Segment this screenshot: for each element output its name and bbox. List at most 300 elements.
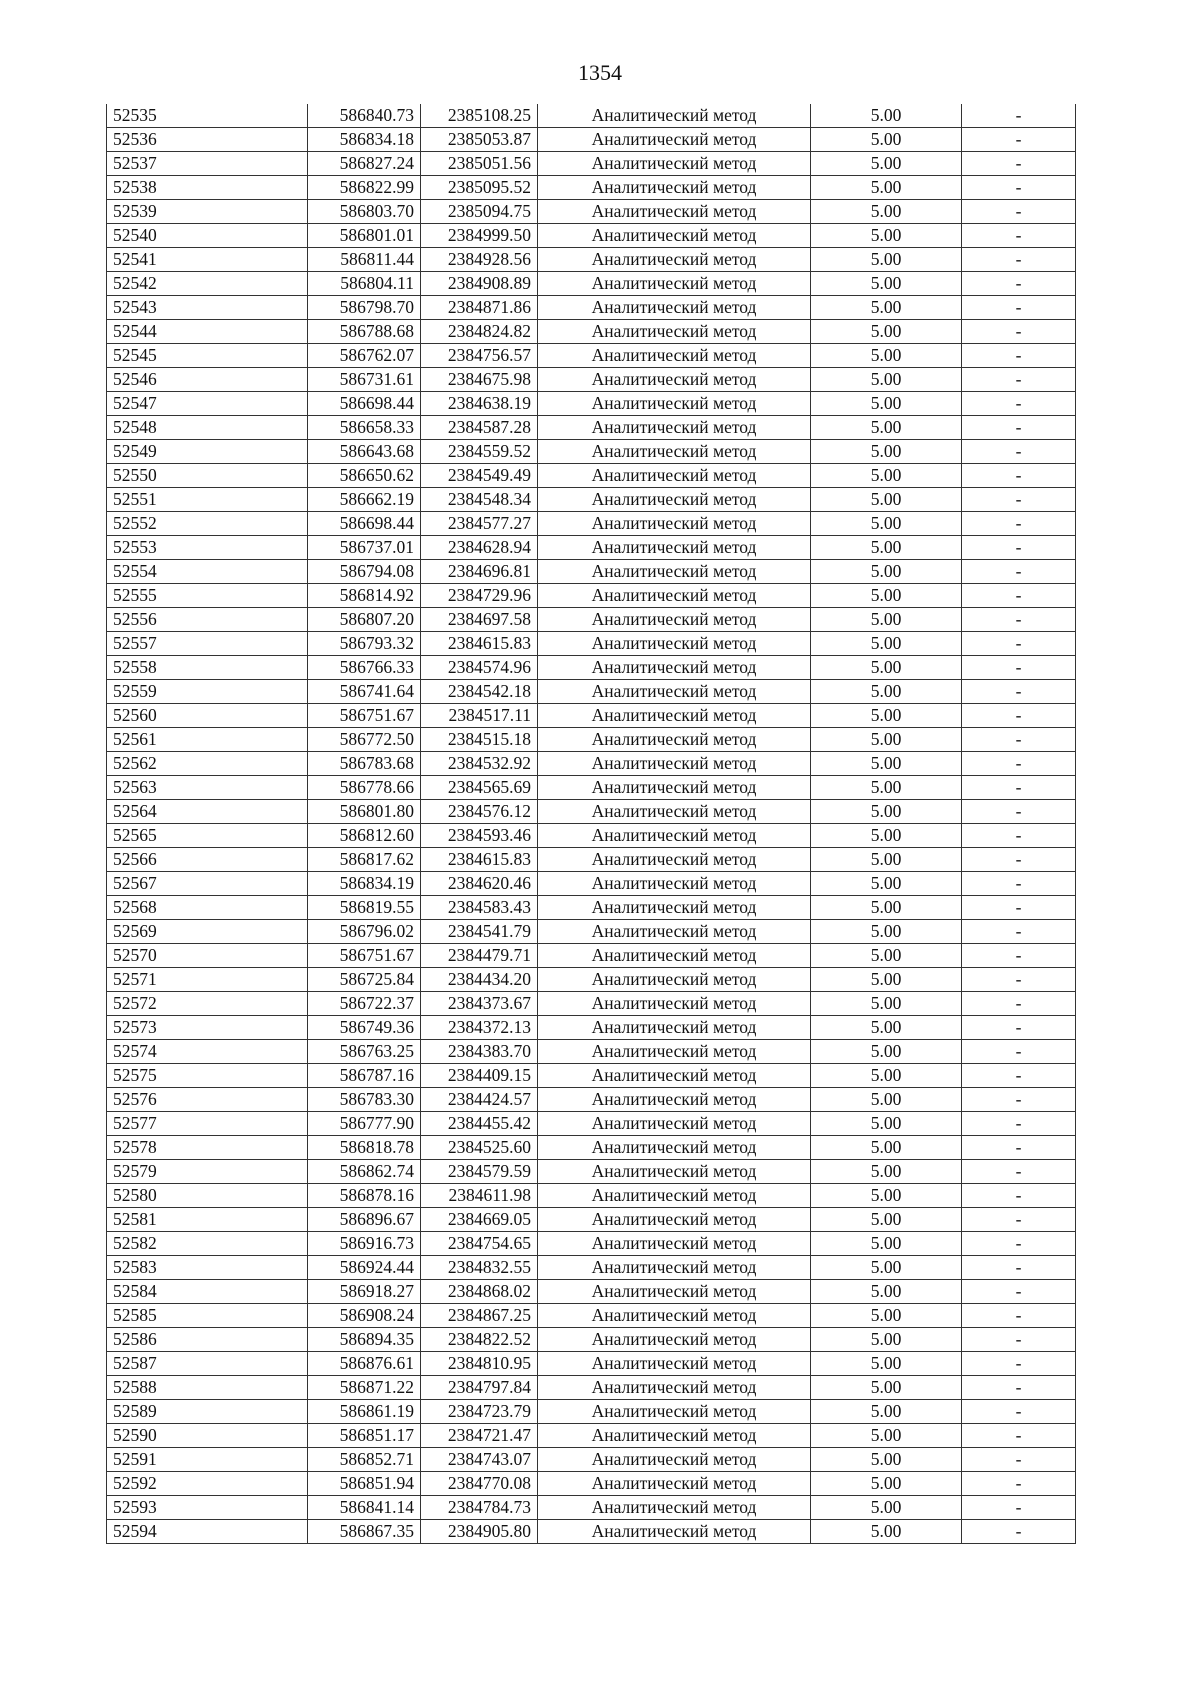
note-cell: - <box>962 872 1076 896</box>
x-coordinate-cell: 586918.27 <box>308 1280 421 1304</box>
accuracy-cell: 5.00 <box>811 728 962 752</box>
method-cell: Аналитический метод <box>538 1088 811 1112</box>
note-cell: - <box>962 536 1076 560</box>
x-coordinate-cell: 586894.35 <box>308 1328 421 1352</box>
table-row <box>107 1160 1076 1184</box>
y-coordinate-cell: 2384577.27 <box>421 512 538 536</box>
table-row <box>107 176 1076 200</box>
table-row <box>107 560 1076 584</box>
y-coordinate-cell: 2385051.56 <box>421 152 538 176</box>
x-coordinate-cell: 586788.68 <box>308 320 421 344</box>
method-cell: Аналитический метод <box>538 1016 811 1040</box>
x-coordinate-cell: 586867.35 <box>308 1520 421 1544</box>
method-cell: Аналитический метод <box>538 1112 811 1136</box>
y-coordinate-cell: 2384696.81 <box>421 560 538 584</box>
point-id-cell: 52544 <box>107 320 308 344</box>
point-id-cell: 52566 <box>107 848 308 872</box>
point-id-cell: 52571 <box>107 968 308 992</box>
note-cell: - <box>962 1064 1076 1088</box>
x-coordinate-cell: 586834.19 <box>308 872 421 896</box>
point-id-cell: 52560 <box>107 704 308 728</box>
note-cell: - <box>962 968 1076 992</box>
accuracy-cell: 5.00 <box>811 464 962 488</box>
x-coordinate-cell: 586878.16 <box>308 1184 421 1208</box>
x-coordinate-cell: 586851.94 <box>308 1472 421 1496</box>
point-id-cell: 52582 <box>107 1232 308 1256</box>
x-coordinate-cell: 586793.32 <box>308 632 421 656</box>
note-cell: - <box>962 104 1076 128</box>
note-cell: - <box>962 368 1076 392</box>
y-coordinate-cell: 2384372.13 <box>421 1016 538 1040</box>
method-cell: Аналитический метод <box>538 176 811 200</box>
accuracy-cell: 5.00 <box>811 1088 962 1112</box>
accuracy-cell: 5.00 <box>811 800 962 824</box>
y-coordinate-cell: 2384743.07 <box>421 1448 538 1472</box>
table-row <box>107 896 1076 920</box>
table-row <box>107 440 1076 464</box>
note-cell: - <box>962 1160 1076 1184</box>
method-cell: Аналитический метод <box>538 848 811 872</box>
table-row <box>107 1400 1076 1424</box>
method-cell: Аналитический метод <box>538 392 811 416</box>
accuracy-cell: 5.00 <box>811 1040 962 1064</box>
accuracy-cell: 5.00 <box>811 1184 962 1208</box>
x-coordinate-cell: 586725.84 <box>308 968 421 992</box>
y-coordinate-cell: 2384723.79 <box>421 1400 538 1424</box>
x-coordinate-cell: 586794.08 <box>308 560 421 584</box>
x-coordinate-cell: 586658.33 <box>308 416 421 440</box>
x-coordinate-cell: 586766.33 <box>308 656 421 680</box>
accuracy-cell: 5.00 <box>811 512 962 536</box>
note-cell: - <box>962 1256 1076 1280</box>
table-row <box>107 1448 1076 1472</box>
y-coordinate-cell: 2384669.05 <box>421 1208 538 1232</box>
table-row <box>107 944 1076 968</box>
method-cell: Аналитический метод <box>538 1328 811 1352</box>
y-coordinate-cell: 2384628.94 <box>421 536 538 560</box>
accuracy-cell: 5.00 <box>811 584 962 608</box>
table-row <box>107 1520 1076 1544</box>
x-coordinate-cell: 586861.19 <box>308 1400 421 1424</box>
method-cell: Аналитический метод <box>538 536 811 560</box>
x-coordinate-cell: 586801.80 <box>308 800 421 824</box>
accuracy-cell: 5.00 <box>811 128 962 152</box>
table-row <box>107 1328 1076 1352</box>
point-id-cell: 52572 <box>107 992 308 1016</box>
y-coordinate-cell: 2384383.70 <box>421 1040 538 1064</box>
note-cell: - <box>962 944 1076 968</box>
y-coordinate-cell: 2384542.18 <box>421 680 538 704</box>
y-coordinate-cell: 2384548.34 <box>421 488 538 512</box>
table-row <box>107 392 1076 416</box>
x-coordinate-cell: 586778.66 <box>308 776 421 800</box>
table-row <box>107 416 1076 440</box>
method-cell: Аналитический метод <box>538 128 811 152</box>
page-number: 1354 <box>578 60 622 85</box>
x-coordinate-cell: 586787.16 <box>308 1064 421 1088</box>
table-row <box>107 464 1076 488</box>
x-coordinate-cell: 586650.62 <box>308 464 421 488</box>
method-cell: Аналитический метод <box>538 1304 811 1328</box>
y-coordinate-cell: 2384824.82 <box>421 320 538 344</box>
note-cell: - <box>962 1472 1076 1496</box>
note-cell: - <box>962 704 1076 728</box>
point-id-cell: 52593 <box>107 1496 308 1520</box>
method-cell: Аналитический метод <box>538 1184 811 1208</box>
accuracy-cell: 5.00 <box>811 1400 962 1424</box>
point-id-cell: 52556 <box>107 608 308 632</box>
table-row <box>107 608 1076 632</box>
point-id-cell: 52578 <box>107 1136 308 1160</box>
y-coordinate-cell: 2384434.20 <box>421 968 538 992</box>
accuracy-cell: 5.00 <box>811 488 962 512</box>
method-cell: Аналитический метод <box>538 104 811 128</box>
table-row <box>107 680 1076 704</box>
x-coordinate-cell: 586822.99 <box>308 176 421 200</box>
y-coordinate-cell: 2384532.92 <box>421 752 538 776</box>
table-row <box>107 752 1076 776</box>
x-coordinate-cell: 586818.78 <box>308 1136 421 1160</box>
accuracy-cell: 5.00 <box>811 1424 962 1448</box>
table-row <box>107 1112 1076 1136</box>
y-coordinate-cell: 2384579.59 <box>421 1160 538 1184</box>
y-coordinate-cell: 2384615.83 <box>421 848 538 872</box>
method-cell: Аналитический метод <box>538 1376 811 1400</box>
table-row <box>107 632 1076 656</box>
point-id-cell: 52587 <box>107 1352 308 1376</box>
accuracy-cell: 5.00 <box>811 1232 962 1256</box>
x-coordinate-cell: 586751.67 <box>308 704 421 728</box>
accuracy-cell: 5.00 <box>811 1280 962 1304</box>
y-coordinate-cell: 2384756.57 <box>421 344 538 368</box>
accuracy-cell: 5.00 <box>811 1064 962 1088</box>
accuracy-cell: 5.00 <box>811 752 962 776</box>
point-id-cell: 52543 <box>107 296 308 320</box>
accuracy-cell: 5.00 <box>811 200 962 224</box>
accuracy-cell: 5.00 <box>811 1520 962 1544</box>
accuracy-cell: 5.00 <box>811 152 962 176</box>
table-row <box>107 1208 1076 1232</box>
point-id-cell: 52546 <box>107 368 308 392</box>
y-coordinate-cell: 2384754.65 <box>421 1232 538 1256</box>
method-cell: Аналитический метод <box>538 224 811 248</box>
method-cell: Аналитический метод <box>538 1472 811 1496</box>
table-row <box>107 512 1076 536</box>
x-coordinate-cell: 586737.01 <box>308 536 421 560</box>
accuracy-cell: 5.00 <box>811 776 962 800</box>
note-cell: - <box>962 152 1076 176</box>
note-cell: - <box>962 752 1076 776</box>
point-id-cell: 52548 <box>107 416 308 440</box>
table-row <box>107 1352 1076 1376</box>
table-row <box>107 584 1076 608</box>
method-cell: Аналитический метод <box>538 1256 811 1280</box>
point-id-cell: 52552 <box>107 512 308 536</box>
x-coordinate-cell: 586841.14 <box>308 1496 421 1520</box>
x-coordinate-cell: 586762.07 <box>308 344 421 368</box>
accuracy-cell: 5.00 <box>811 1496 962 1520</box>
note-cell: - <box>962 1016 1076 1040</box>
y-coordinate-cell: 2384638.19 <box>421 392 538 416</box>
point-id-cell: 52589 <box>107 1400 308 1424</box>
y-coordinate-cell: 2385094.75 <box>421 200 538 224</box>
note-cell: - <box>962 776 1076 800</box>
accuracy-cell: 5.00 <box>811 1448 962 1472</box>
note-cell: - <box>962 1352 1076 1376</box>
point-id-cell: 52590 <box>107 1424 308 1448</box>
point-id-cell: 52570 <box>107 944 308 968</box>
accuracy-cell: 5.00 <box>811 704 962 728</box>
accuracy-cell: 5.00 <box>811 1376 962 1400</box>
table-row <box>107 1136 1076 1160</box>
method-cell: Аналитический метод <box>538 272 811 296</box>
point-id-cell: 52558 <box>107 656 308 680</box>
method-cell: Аналитический метод <box>538 1424 811 1448</box>
table-row <box>107 968 1076 992</box>
point-id-cell: 52575 <box>107 1064 308 1088</box>
point-id-cell: 52541 <box>107 248 308 272</box>
point-id-cell: 52583 <box>107 1256 308 1280</box>
x-coordinate-cell: 586783.30 <box>308 1088 421 1112</box>
y-coordinate-cell: 2385053.87 <box>421 128 538 152</box>
x-coordinate-cell: 586796.02 <box>308 920 421 944</box>
point-id-cell: 52564 <box>107 800 308 824</box>
method-cell: Аналитический метод <box>538 152 811 176</box>
y-coordinate-cell: 2384770.08 <box>421 1472 538 1496</box>
x-coordinate-cell: 586862.74 <box>308 1160 421 1184</box>
note-cell: - <box>962 992 1076 1016</box>
coordinates-table <box>106 104 1076 1544</box>
method-cell: Аналитический метод <box>538 1520 811 1544</box>
point-id-cell: 52574 <box>107 1040 308 1064</box>
y-coordinate-cell: 2384867.25 <box>421 1304 538 1328</box>
y-coordinate-cell: 2384822.52 <box>421 1328 538 1352</box>
note-cell: - <box>962 1208 1076 1232</box>
note-cell: - <box>962 728 1076 752</box>
accuracy-cell: 5.00 <box>811 632 962 656</box>
table-row <box>107 1064 1076 1088</box>
x-coordinate-cell: 586840.73 <box>308 104 421 128</box>
y-coordinate-cell: 2384541.79 <box>421 920 538 944</box>
accuracy-cell: 5.00 <box>811 1328 962 1352</box>
x-coordinate-cell: 586803.70 <box>308 200 421 224</box>
note-cell: - <box>962 320 1076 344</box>
method-cell: Аналитический метод <box>538 656 811 680</box>
y-coordinate-cell: 2384559.52 <box>421 440 538 464</box>
table-row <box>107 296 1076 320</box>
accuracy-cell: 5.00 <box>811 344 962 368</box>
table-row <box>107 1424 1076 1448</box>
y-coordinate-cell: 2384999.50 <box>421 224 538 248</box>
y-coordinate-cell: 2384675.98 <box>421 368 538 392</box>
note-cell: - <box>962 1184 1076 1208</box>
x-coordinate-cell: 586698.44 <box>308 392 421 416</box>
note-cell: - <box>962 488 1076 512</box>
point-id-cell: 52584 <box>107 1280 308 1304</box>
accuracy-cell: 5.00 <box>811 1136 962 1160</box>
point-id-cell: 52567 <box>107 872 308 896</box>
point-id-cell: 52562 <box>107 752 308 776</box>
method-cell: Аналитический метод <box>538 488 811 512</box>
accuracy-cell: 5.00 <box>811 368 962 392</box>
x-coordinate-cell: 586698.44 <box>308 512 421 536</box>
table-row <box>107 704 1076 728</box>
table-row <box>107 656 1076 680</box>
table-row <box>107 824 1076 848</box>
y-coordinate-cell: 2384784.73 <box>421 1496 538 1520</box>
method-cell: Аналитический метод <box>538 800 811 824</box>
method-cell: Аналитический метод <box>538 728 811 752</box>
note-cell: - <box>962 1040 1076 1064</box>
method-cell: Аналитический метод <box>538 824 811 848</box>
accuracy-cell: 5.00 <box>811 536 962 560</box>
x-coordinate-cell: 586798.70 <box>308 296 421 320</box>
accuracy-cell: 5.00 <box>811 416 962 440</box>
method-cell: Аналитический метод <box>538 776 811 800</box>
y-coordinate-cell: 2384424.57 <box>421 1088 538 1112</box>
x-coordinate-cell: 586827.24 <box>308 152 421 176</box>
accuracy-cell: 5.00 <box>811 104 962 128</box>
x-coordinate-cell: 586819.55 <box>308 896 421 920</box>
y-coordinate-cell: 2384868.02 <box>421 1280 538 1304</box>
x-coordinate-cell: 586749.36 <box>308 1016 421 1040</box>
note-cell: - <box>962 176 1076 200</box>
point-id-cell: 52565 <box>107 824 308 848</box>
table-row <box>107 992 1076 1016</box>
note-cell: - <box>962 1496 1076 1520</box>
note-cell: - <box>962 128 1076 152</box>
note-cell: - <box>962 824 1076 848</box>
table-row <box>107 848 1076 872</box>
table-row <box>107 920 1076 944</box>
y-coordinate-cell: 2384479.71 <box>421 944 538 968</box>
point-id-cell: 52549 <box>107 440 308 464</box>
accuracy-cell: 5.00 <box>811 440 962 464</box>
method-cell: Аналитический метод <box>538 584 811 608</box>
note-cell: - <box>962 1376 1076 1400</box>
method-cell: Аналитический метод <box>538 1064 811 1088</box>
x-coordinate-cell: 586916.73 <box>308 1232 421 1256</box>
point-id-cell: 52557 <box>107 632 308 656</box>
y-coordinate-cell: 2384832.55 <box>421 1256 538 1280</box>
table-row <box>107 1280 1076 1304</box>
method-cell: Аналитический метод <box>538 920 811 944</box>
point-id-cell: 52569 <box>107 920 308 944</box>
x-coordinate-cell: 586814.92 <box>308 584 421 608</box>
method-cell: Аналитический метод <box>538 1352 811 1376</box>
method-cell: Аналитический метод <box>538 368 811 392</box>
y-coordinate-cell: 2385108.25 <box>421 104 538 128</box>
x-coordinate-cell: 586924.44 <box>308 1256 421 1280</box>
point-id-cell: 52579 <box>107 1160 308 1184</box>
note-cell: - <box>962 800 1076 824</box>
note-cell: - <box>962 1424 1076 1448</box>
accuracy-cell: 5.00 <box>811 320 962 344</box>
accuracy-cell: 5.00 <box>811 1256 962 1280</box>
y-coordinate-cell: 2384729.96 <box>421 584 538 608</box>
method-cell: Аналитический метод <box>538 704 811 728</box>
method-cell: Аналитический метод <box>538 296 811 320</box>
method-cell: Аналитический метод <box>538 1232 811 1256</box>
accuracy-cell: 5.00 <box>811 560 962 584</box>
table-row <box>107 224 1076 248</box>
accuracy-cell: 5.00 <box>811 824 962 848</box>
x-coordinate-cell: 586772.50 <box>308 728 421 752</box>
method-cell: Аналитический метод <box>538 416 811 440</box>
coordinates-table-body <box>107 104 1076 1544</box>
y-coordinate-cell: 2384565.69 <box>421 776 538 800</box>
note-cell: - <box>962 896 1076 920</box>
y-coordinate-cell: 2384593.46 <box>421 824 538 848</box>
method-cell: Аналитический метод <box>538 1208 811 1232</box>
y-coordinate-cell: 2384611.98 <box>421 1184 538 1208</box>
method-cell: Аналитический метод <box>538 872 811 896</box>
y-coordinate-cell: 2384797.84 <box>421 1376 538 1400</box>
point-id-cell: 52591 <box>107 1448 308 1472</box>
point-id-cell: 52542 <box>107 272 308 296</box>
x-coordinate-cell: 586804.11 <box>308 272 421 296</box>
y-coordinate-cell: 2384721.47 <box>421 1424 538 1448</box>
table-row <box>107 1304 1076 1328</box>
point-id-cell: 52576 <box>107 1088 308 1112</box>
y-coordinate-cell: 2385095.52 <box>421 176 538 200</box>
method-cell: Аналитический метод <box>538 608 811 632</box>
y-coordinate-cell: 2384697.58 <box>421 608 538 632</box>
method-cell: Аналитический метод <box>538 320 811 344</box>
point-id-cell: 52580 <box>107 1184 308 1208</box>
method-cell: Аналитический метод <box>538 944 811 968</box>
table-row <box>107 1496 1076 1520</box>
accuracy-cell: 5.00 <box>811 896 962 920</box>
table-row <box>107 368 1076 392</box>
accuracy-cell: 5.00 <box>811 872 962 896</box>
note-cell: - <box>962 632 1076 656</box>
x-coordinate-cell: 586817.62 <box>308 848 421 872</box>
x-coordinate-cell: 586807.20 <box>308 608 421 632</box>
accuracy-cell: 5.00 <box>811 1112 962 1136</box>
point-id-cell: 52554 <box>107 560 308 584</box>
y-coordinate-cell: 2384587.28 <box>421 416 538 440</box>
method-cell: Аналитический метод <box>538 200 811 224</box>
y-coordinate-cell: 2384515.18 <box>421 728 538 752</box>
x-coordinate-cell: 586871.22 <box>308 1376 421 1400</box>
table-row <box>107 104 1076 128</box>
accuracy-cell: 5.00 <box>811 296 962 320</box>
accuracy-cell: 5.00 <box>811 1304 962 1328</box>
note-cell: - <box>962 1520 1076 1544</box>
x-coordinate-cell: 586722.37 <box>308 992 421 1016</box>
accuracy-cell: 5.00 <box>811 656 962 680</box>
y-coordinate-cell: 2384574.96 <box>421 656 538 680</box>
y-coordinate-cell: 2384549.49 <box>421 464 538 488</box>
note-cell: - <box>962 584 1076 608</box>
accuracy-cell: 5.00 <box>811 848 962 872</box>
note-cell: - <box>962 200 1076 224</box>
point-id-cell: 52586 <box>107 1328 308 1352</box>
x-coordinate-cell: 586896.67 <box>308 1208 421 1232</box>
note-cell: - <box>962 392 1076 416</box>
note-cell: - <box>962 296 1076 320</box>
method-cell: Аналитический метод <box>538 464 811 488</box>
table-row <box>107 536 1076 560</box>
note-cell: - <box>962 1400 1076 1424</box>
note-cell: - <box>962 272 1076 296</box>
table-row <box>107 728 1076 752</box>
method-cell: Аналитический метод <box>538 560 811 584</box>
note-cell: - <box>962 416 1076 440</box>
point-id-cell: 52535 <box>107 104 308 128</box>
table-row <box>107 1184 1076 1208</box>
